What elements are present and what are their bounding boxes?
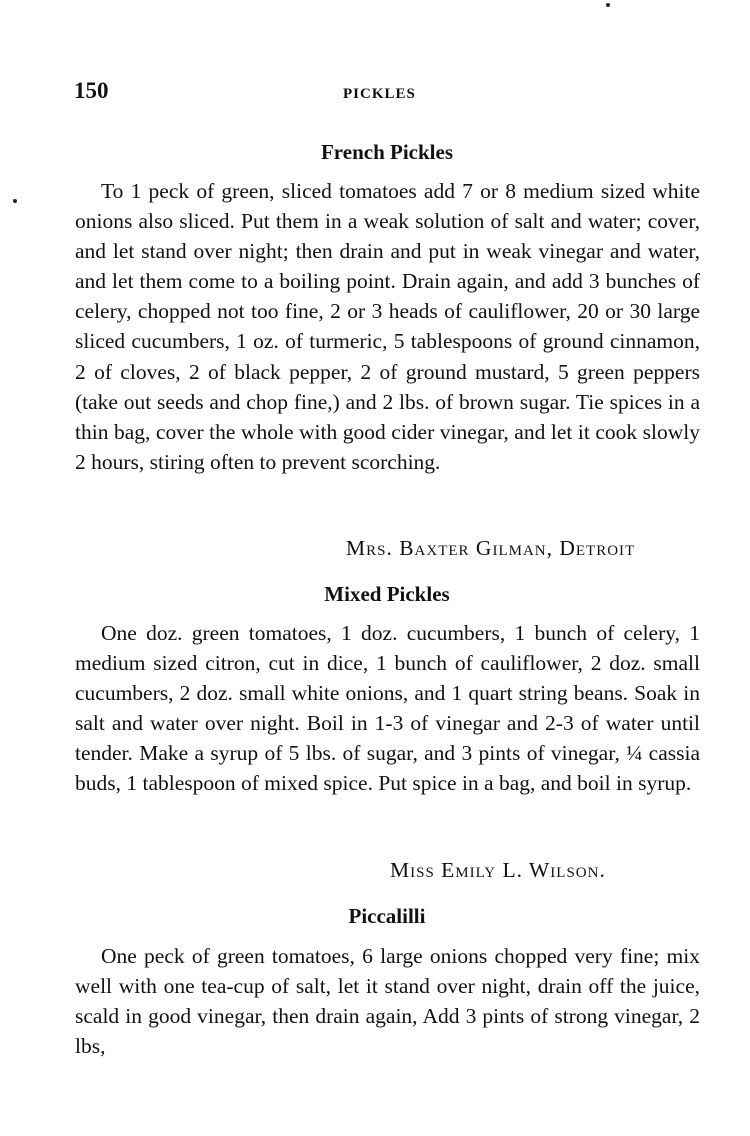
ink-speck [606, 3, 610, 7]
recipe-paragraph [75, 176, 700, 477]
recipe-body-mixed-pickles [75, 618, 700, 799]
recipe-body-french-pickles [75, 176, 700, 477]
ink-speck [13, 199, 17, 203]
recipe-text: To 1 peck of green, sliced tomatoes add 7 or 8 medium sized white onions also sliced. Put them in a weak solution of salt and water; cover, and let stand over night; then drain and put in weak vinegar and water, and let them come to a boiling point. Drain again, and add 3 bunches of celery, chopped not too fine, 2 or 3 heads of cauliflower, 20 or 30 large sliced cucumbers, 1 oz. of turmeric, 5 tablespoons of ground cinnamon, 2 of cloves, 2 of black pepper, 2 of ground mustard, 5 green peppers (take out seeds and chop fine,) and 2 lbs. of brown sugar. Tie spices in a thin bag, cover the whole with good cider vinegar, and let it cook slowly 2 hours, stiring often to [75, 179, 700, 474]
recipe-attribution-mixed-pickles: Miss Emily L. Wilson. [390, 858, 606, 882]
recipe-attribution-french-pickles: Mrs. Baxter Gilman, Detroit [346, 536, 636, 560]
recipe-body-piccalilli [75, 941, 700, 1061]
recipe-title-french-pickles: French Pickles [320, 140, 453, 164]
page-number: 150 [74, 78, 109, 103]
recipe-paragraph: One peck of green tomatoes, 6 large onions chopped very fine; mix well with one tea-cup of salt, let it stand over night, drain off the juice, scald in good vinegar, then drain again, Add 3 pints of strong vinegar, 2 lbs, [75, 944, 700, 1059]
recipe-title-piccalilli: Piccalilli [348, 904, 426, 928]
recipe-title-mixed-pickles: Mixed Pickles [324, 582, 450, 606]
recipe-paragraph: One doz. green tomatoes, 1 doz. cucumbers, 1 bunch of celery, 1 medium sized citron, cut in dice, 1 bunch of cauliflower, 2 doz. small cucumbers, 2 doz. small white onions, and 1 quart string beans. Soak in salt and water over night. Boil in 1-3 of vinegar and 2-3 of water until tender. Make a syrup of 5 lbs. of sugar, and 3 pints of vinegar, ¼ cassia buds, 1 tablespoon of mixed spice. Put spice in a bag, and boil in syrup. [75, 621, 700, 796]
recipe-text-end: prevent scorching. [281, 449, 441, 474]
running-head: PICKLES [343, 86, 416, 102]
